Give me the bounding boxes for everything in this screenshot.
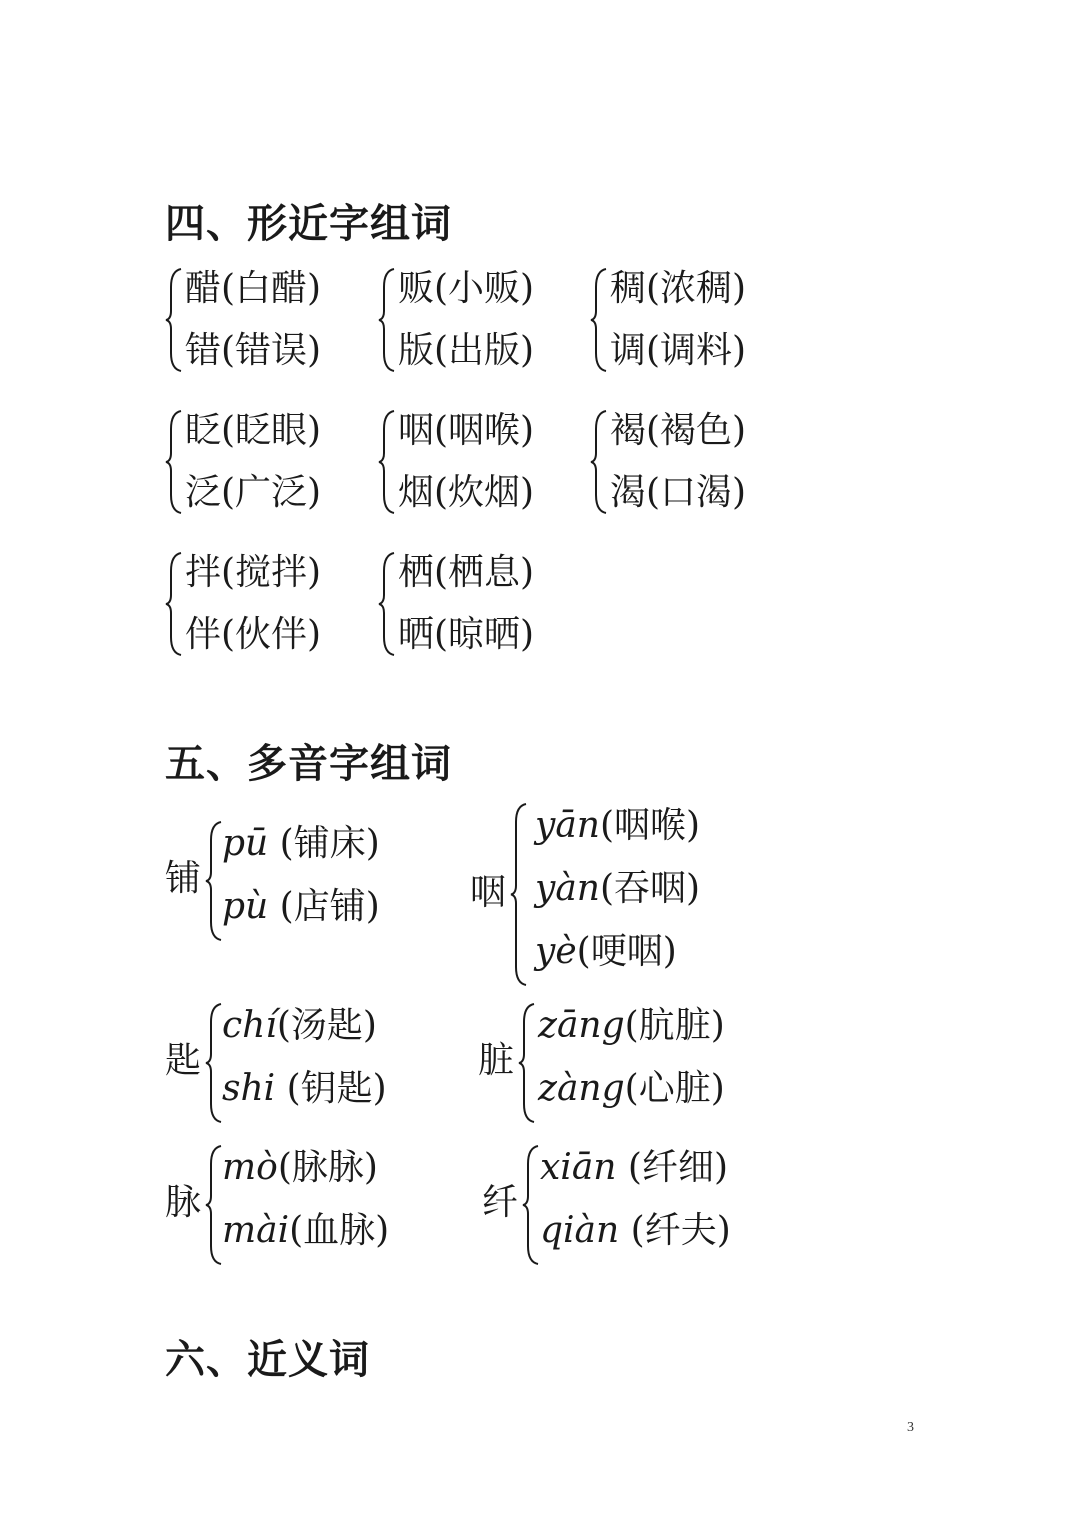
left-brace-icon [378,407,400,517]
similar-char-line: 调(调料) [610,330,747,371]
pinyin: pū [222,823,269,864]
example-word: (咽喉) [600,805,701,846]
similar-char-line: 错(错误) [185,330,322,371]
pinyin: pù [222,886,269,927]
pinyin: yān [535,805,600,846]
left-brace-icon [590,265,612,375]
pinyin: qiàn [540,1210,620,1251]
section-6-title: 六、近义词 [165,1336,370,1383]
pinyin: mài [222,1210,290,1251]
polyphone-reading [222,886,380,927]
similar-char-group [165,407,365,527]
example-word: (肮脏) [624,1005,725,1046]
polyphone-reading [540,1147,729,1188]
pinyin: yè [535,931,577,972]
example-word: (哽咽) [576,931,677,972]
polyphone-reading [538,1005,725,1046]
similar-char-line: 版(出版) [398,330,535,371]
similar-char-line: 晒(晾晒) [398,614,535,655]
example-word: (汤匙) [276,1005,377,1046]
example-word: (铺床) [268,823,380,864]
polyphone-char: 脏 [478,1040,515,1081]
polyphone-reading [222,823,380,864]
page-number: 3 [907,1420,914,1435]
similar-char-group [378,549,578,669]
similar-char-line: 咽(咽喉) [398,410,535,451]
similar-char-group [165,265,365,385]
similar-char-line: 褐(褐色) [610,410,747,451]
example-word: (纤夫) [619,1210,731,1251]
polyphone-reading [538,1068,725,1109]
polyphone-reading [540,1210,731,1251]
polyphone-reading [535,931,677,972]
similar-char-group [590,265,790,385]
left-brace-icon [510,800,532,989]
example-word: (心脏) [624,1068,725,1109]
similar-char-line: 渴(口渴) [610,472,747,513]
polyphone-reading [222,1068,387,1109]
similar-char-line: 栖(栖息) [398,552,535,593]
left-brace-icon [518,1000,540,1126]
section-5-title: 五、多音字组词 [165,740,452,787]
similar-char-group [165,549,365,669]
left-brace-icon [590,407,612,517]
polyphone-char: 匙 [165,1040,202,1081]
pinyin: chí [222,1005,277,1046]
pinyin: yàn [535,868,600,909]
pinyin: shi [222,1068,276,1109]
similar-char-line: 烟(炊烟) [398,472,535,513]
similar-char-group [378,407,578,527]
similar-char-line: 稠(浓稠) [610,268,747,309]
polyphone-reading [222,1147,378,1188]
polyphone-char: 铺 [165,858,202,899]
left-brace-icon [165,265,187,375]
similar-char-line: 醋(白醋) [185,268,322,309]
polyphone-char: 咽 [470,871,507,913]
polyphone-reading [535,805,701,846]
similar-char-line: 拌(搅拌) [185,552,322,593]
similar-char-group [590,407,790,527]
similar-char-line: 伴(伙伴) [185,614,322,655]
section-4-title: 四、形近字组词 [165,200,452,247]
polyphone-reading [222,1005,377,1046]
pinyin: zàng [538,1068,625,1109]
polyphone-char: 脉 [165,1182,202,1223]
left-brace-icon [165,549,187,659]
example-word: (钥匙) [275,1068,387,1109]
similar-char-line: 泛(广泛) [185,472,322,513]
left-brace-icon [378,265,400,375]
left-brace-icon [165,407,187,517]
example-word: (纤细) [616,1147,729,1188]
example-word: (吞咽) [600,868,701,909]
pinyin: mò [222,1147,278,1188]
left-brace-icon [378,549,400,659]
polyphone-reading [222,1210,390,1251]
example-word: (店铺) [268,886,380,927]
example-word: (脉脉) [277,1147,378,1188]
similar-char-group [378,265,578,385]
polyphone-reading [535,868,701,909]
similar-char-line: 贩(小贩) [398,268,535,309]
similar-char-line: 眨(眨眼) [185,410,322,451]
pinyin: xiān [540,1147,617,1188]
pinyin: zāng [538,1005,625,1046]
example-word: (血脉) [289,1210,390,1251]
polyphone-char: 纤 [482,1182,519,1223]
